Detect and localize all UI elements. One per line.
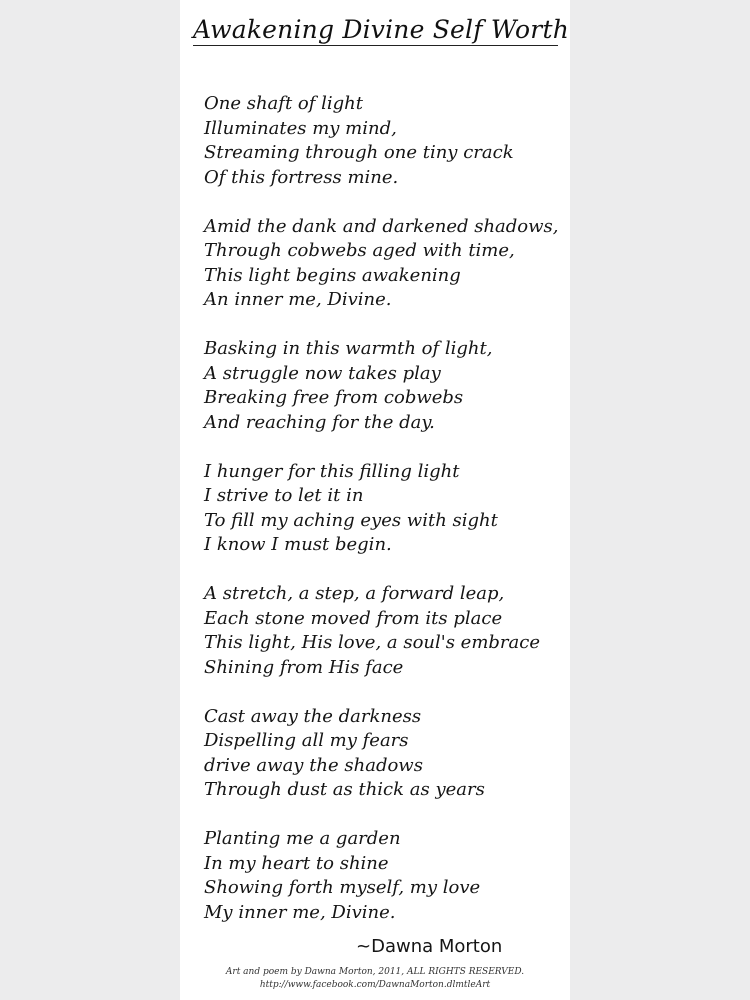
poem-line: And reaching for the day. bbox=[204, 411, 435, 433]
poem-line: Through cobwebs aged with time, bbox=[204, 240, 515, 261]
copyright-line: Art and poem by Dawna Morton, 2011, ALL RIGHTS RESERVED. bbox=[225, 967, 525, 977]
poem-line: I hunger for this filling light bbox=[204, 460, 460, 482]
poem-line: In my heart to shine bbox=[204, 852, 389, 874]
stanza bbox=[204, 827, 564, 925]
poem-line: Cast away the darkness bbox=[204, 705, 422, 727]
stanza bbox=[204, 582, 564, 680]
poem-line: Illuminates my mind, bbox=[204, 117, 397, 139]
poem-line: Breaking free from cobwebs bbox=[204, 387, 464, 408]
stanza bbox=[204, 460, 564, 558]
poem-line: Through dust as thick as years bbox=[204, 779, 485, 800]
poem-line: A struggle now takes play bbox=[204, 362, 441, 384]
poem-line: Of this fortress mine. bbox=[204, 166, 399, 188]
poem-line: An inner me, Divine. bbox=[204, 289, 392, 310]
poem-title: Awakening Divine Self Worth bbox=[193, 15, 569, 44]
poem-line: Amid the dank and darkened shadows, bbox=[204, 215, 559, 237]
stanza bbox=[204, 705, 564, 803]
stanza bbox=[204, 92, 564, 190]
poem-line: A stretch, a step, a forward leap, bbox=[204, 583, 505, 604]
poem-line: To fill my aching eyes with sight bbox=[204, 509, 498, 531]
poem-line: Showing forth myself, my love bbox=[204, 877, 481, 898]
poem-line: Streaming through one tiny crack bbox=[204, 142, 514, 163]
poem-line: Dispelling all my fears bbox=[204, 730, 409, 751]
poem-line: My inner me, Divine. bbox=[204, 901, 396, 923]
poem-line: Planting me a garden bbox=[204, 828, 401, 849]
poem-line: This light begins awakening bbox=[204, 264, 461, 286]
poem-line: Each stone moved from its place bbox=[204, 607, 503, 629]
poem-line: One shaft of light bbox=[204, 93, 363, 114]
poem-line: This light, His love, a soul's embrace bbox=[204, 632, 540, 653]
poem-line: Shining from His face bbox=[204, 656, 404, 678]
poem-line: Basking in this warmth of light, bbox=[204, 338, 493, 359]
copyright-url: http://www.facebook.com/DawnaMorton.dlmtleArt bbox=[259, 980, 491, 990]
poem-body bbox=[204, 92, 564, 950]
stanza bbox=[204, 215, 564, 313]
poem-line: I know I must begin. bbox=[204, 534, 392, 555]
author-signature: ~Dawna Morton bbox=[356, 936, 503, 957]
poem-line: I strive to let it in bbox=[204, 485, 364, 506]
stanza bbox=[204, 337, 564, 435]
poem-line: drive away the shadows bbox=[204, 754, 423, 776]
copyright-notice bbox=[180, 966, 570, 992]
